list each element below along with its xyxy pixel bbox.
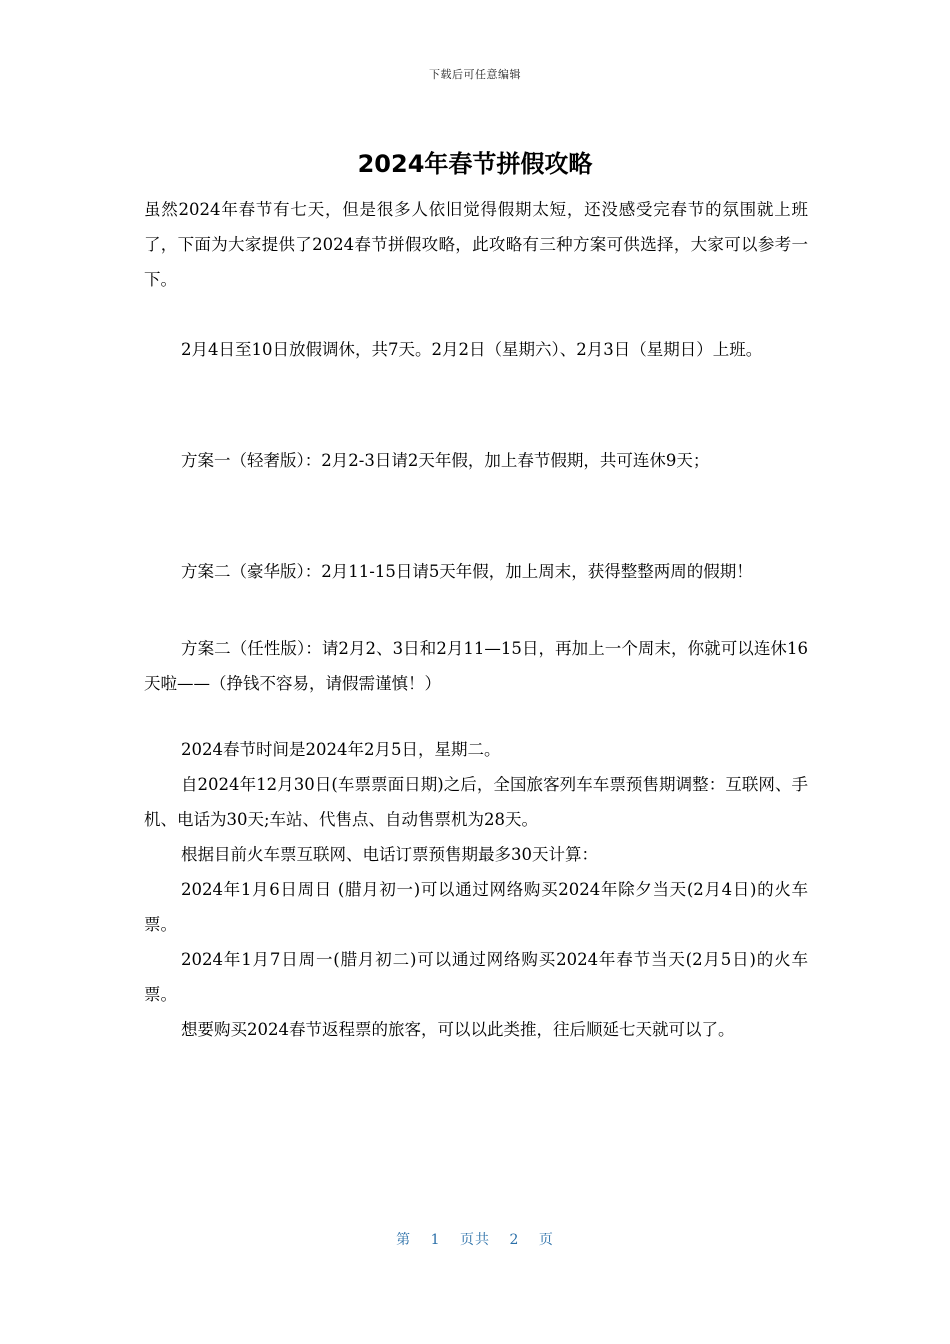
page-header: 下载后可任意编辑: [429, 68, 521, 81]
footer-prefix: 第: [396, 1232, 412, 1248]
paragraph-eve-ticket: 2024年1月6日周日 (腊月初一)可以通过网络购买2024年除夕当天(2月4日)的火车票。: [144, 880, 808, 934]
paragraph-presale-calculation: 根据目前火车票互联网、电话订票预售期最多30天计算：: [181, 845, 598, 864]
document-title: 2024年春节拼假攻略: [357, 150, 593, 178]
page-footer: [0, 1229, 950, 1249]
paragraph-intro: 虽然2024年春节有七天，但是很多人依旧觉得假期太短，还没感受完春节的氛围就上班了，下面为大家提供了2024春节拼假攻略，此攻略有三种方案可供选择，大家可以参考一下。: [144, 200, 808, 289]
footer-suffix: 页: [538, 1232, 554, 1248]
total-page-number: 2: [509, 1232, 520, 1248]
paragraph-plan-two: 方案二（豪华版）：2月11-15日请5天年假，加上周末，获得整整两周的假期！: [181, 562, 753, 581]
paragraph-plan-one: 方案一（轻奢版）：2月2-3日请2天年假，加上春节假期，共可连休9天；: [181, 451, 710, 470]
paragraph-holiday-schedule: 2月4日至10日放假调休，共7天。2月2日（星期六）、2月3日（星期日）上班。: [181, 340, 763, 359]
paragraph-plan-three: 方案二（任性版）：请2月2、3日和2月11—15日，再加上一个周末，你就可以连休16天啦——（挣钱不容易，请假需谨慎！）: [144, 639, 808, 693]
document-body: [144, 192, 808, 1047]
paragraph-presale-adjustment: 自2024年12月30日(车票票面日期)之后，全国旅客列车车票预售期调整：互联网、手机、电话为30天;车站、代售点、自动售票机为28天。: [144, 775, 808, 829]
paragraph-spring-festival-date: 2024春节时间是2024年2月5日，星期二。: [181, 740, 501, 759]
paragraph-festival-ticket: 2024年1月7日周一(腊月初二)可以通过网络购买2024年春节当天(2月5日)的火车票。: [144, 950, 808, 1004]
footer-middle: 页共: [460, 1232, 490, 1248]
paragraph-return-ticket: 想要购买2024春节返程票的旅客，可以以此类推，往后顺延七天就可以了。: [181, 1020, 735, 1039]
current-page-number: 1: [430, 1232, 441, 1248]
